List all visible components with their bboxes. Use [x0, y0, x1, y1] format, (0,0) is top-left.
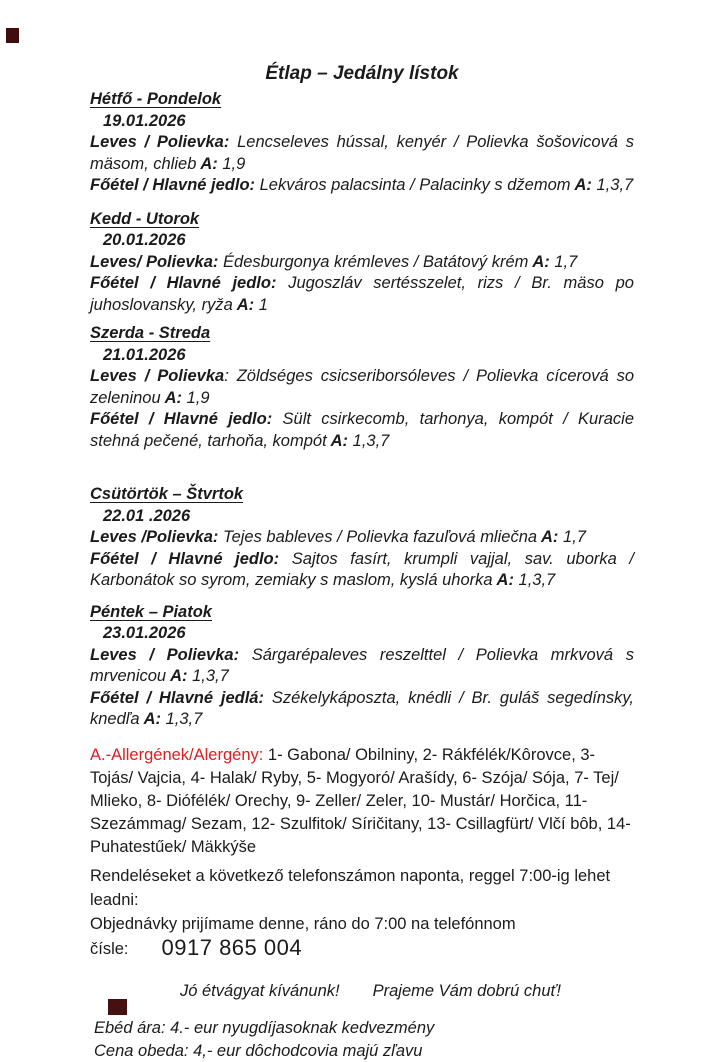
scan-mark-top [6, 28, 19, 43]
day-name: Szerda - Streda [90, 323, 634, 345]
course-label: Leves /Polievka: [90, 528, 218, 546]
course-label: Leves/ Polievka: [90, 253, 218, 271]
day-section-friday [90, 602, 634, 731]
course-label: Főétel / Hlavné jedlo: [90, 176, 255, 194]
course-text: Sárgarépaleves reszelttel / Polievka mrkvová s mrvenicou [90, 646, 634, 686]
allergen-label: A: [233, 296, 254, 314]
day-section-tuesday [90, 209, 634, 317]
day-name: Kedd - Utorok [90, 209, 634, 231]
price-line-hu: Ebéd ára: 4.- eur nyugdíjasoknak kedvezmény [94, 1017, 634, 1040]
course-line [90, 175, 634, 197]
course-line [90, 527, 634, 549]
allergen-value: 1,9 [218, 155, 246, 173]
course-text: Székelykáposzta, knédli / Br. guláš segedínsky, knedľa [90, 689, 634, 729]
allergen-label: A: [196, 155, 217, 173]
wish-sk: Prajeme Vám dobrú chuť! [373, 982, 561, 1000]
phone-number: 0917 865 004 [162, 935, 303, 960]
course-label: Leves / Polievka: [90, 646, 239, 664]
course-line [90, 688, 634, 731]
ordering-line-sk: Objednávky prijímame denne, ráno do 7:00 na telefónnom čísle: [90, 915, 516, 958]
course-text: Lencseleves hússal, kenyér / Polievka šošovicová s mäsom, chlieb [90, 133, 634, 173]
allergen-value: 1,3,7 [514, 571, 555, 589]
day-date: 23.01.2026 [90, 623, 634, 645]
course-label: Főétel / Hlavné jedlá: [90, 689, 264, 707]
day-name: Hétfő - Pondelok [90, 89, 634, 111]
allergen-value: 1,7 [550, 253, 578, 271]
allergen-value: 1,3,7 [188, 667, 229, 685]
day-date: 19.01.2026 [90, 111, 634, 133]
allergen-list: 1- Gabona/ Obilniny, 2- Rákfélék/Kôrovce, 3-Tojás/ Vajcia, 4- Halak/ Ryby, 5- Mogyoró/ Arašídy, 6- Szója/ Sója, 7- Tej/ Mlieko, 8- Diófélék/ Orechy, 9- Zeller/ Zeler, 10- Mustár/ Horčica, 11- Szezámmag/ Sezam, 12- Szulfitok/ Síričitany, 13- Csillagfürt/ Vlčí bôb, 14- Puhatestűek/ Mäkkýše [90, 746, 631, 856]
course-label: Leves / Polievka [90, 367, 224, 385]
allergen-label: A: [140, 710, 161, 728]
course-label: Főétel / Hlavné jedlo: [90, 550, 279, 568]
course-label: Főétel / Hlavné jedlo: [90, 274, 276, 292]
course-line [90, 366, 634, 409]
page-title: Étlap – Jedálny lístok [90, 62, 634, 85]
allergen-value: 1,7 [558, 528, 586, 546]
allergen-value: 1,3,7 [161, 710, 202, 728]
course-text: Lekváros palacsinta / Palacinky s džemom [255, 176, 570, 194]
allergen-value: 1,3,7 [592, 176, 633, 194]
course-text: Tejes bableves / Polievka fazuľová mliečna [218, 528, 537, 546]
course-line [90, 132, 634, 175]
price-line-sk: Cena obeda: 4,- eur dôchodcovia majú zľavu [94, 1040, 634, 1062]
allergen-label: A: [571, 176, 592, 194]
day-date: 21.01.2026 [90, 345, 634, 367]
allergen-value: 1,9 [182, 389, 210, 407]
course-text: Édesburgonya krémleves / Batátový krém [218, 253, 528, 271]
day-date: 20.01.2026 [90, 230, 634, 252]
allergen-label: A: [166, 667, 187, 685]
course-label: Főétel / Hlavné jedlo: [90, 410, 272, 428]
wishes-line [90, 981, 634, 1003]
course-text: Sajtos fasírt, krumpli vajjal, sav. uborka / Karbonátok so syrom, zemiaky s maslom, kyslá uhorka [90, 550, 634, 590]
allergen-label: A: [327, 432, 348, 450]
allergen-label: A: [537, 528, 558, 546]
course-line [90, 645, 634, 688]
ordering-line-hu: Rendeléseket a következő telefonszámon naponta, reggel 7:00-ig lehet leadni: [90, 864, 634, 912]
allergen-info [90, 744, 634, 859]
course-line [90, 549, 634, 592]
scan-mark-bottom [108, 999, 127, 1015]
course-label: Leves / Polievka: [90, 133, 229, 151]
course-text: Jugoszláv sertésszelet, rizs / Br. mäso po juhoslovansky, ryža [90, 274, 634, 314]
ordering-line-sk-wrap [90, 912, 634, 961]
ordering-info [90, 864, 634, 961]
course-line [90, 409, 634, 452]
day-section-monday [90, 89, 634, 197]
price-info [90, 1017, 634, 1062]
course-line [90, 273, 634, 316]
day-section-thursday [90, 484, 634, 592]
course-line [90, 252, 634, 274]
wish-hu: Jó étvágyat kívánunk! [180, 982, 340, 1000]
course-text: Sült csirkecomb, tarhonya, kompót / Kuracie stehná pečené, tarhoňa, kompót [90, 410, 634, 450]
allergen-value: 1 [254, 296, 268, 314]
day-date: 22.01 .2026 [90, 506, 634, 528]
allergen-label: A: [161, 389, 182, 407]
day-name: Péntek – Piatok [90, 602, 634, 624]
allergen-value: 1,3,7 [348, 432, 389, 450]
day-name: Csütörtök – Štvrtok [90, 484, 634, 506]
course-text: : Zöldséges csicseriborsóleves / Polievka cícerová so zeleninou [90, 367, 634, 407]
allergen-label: A: [493, 571, 514, 589]
allergen-heading: A.-Allergének/Alergény: [90, 746, 263, 764]
allergen-label: A: [528, 253, 549, 271]
day-section-wednesday [90, 323, 634, 452]
